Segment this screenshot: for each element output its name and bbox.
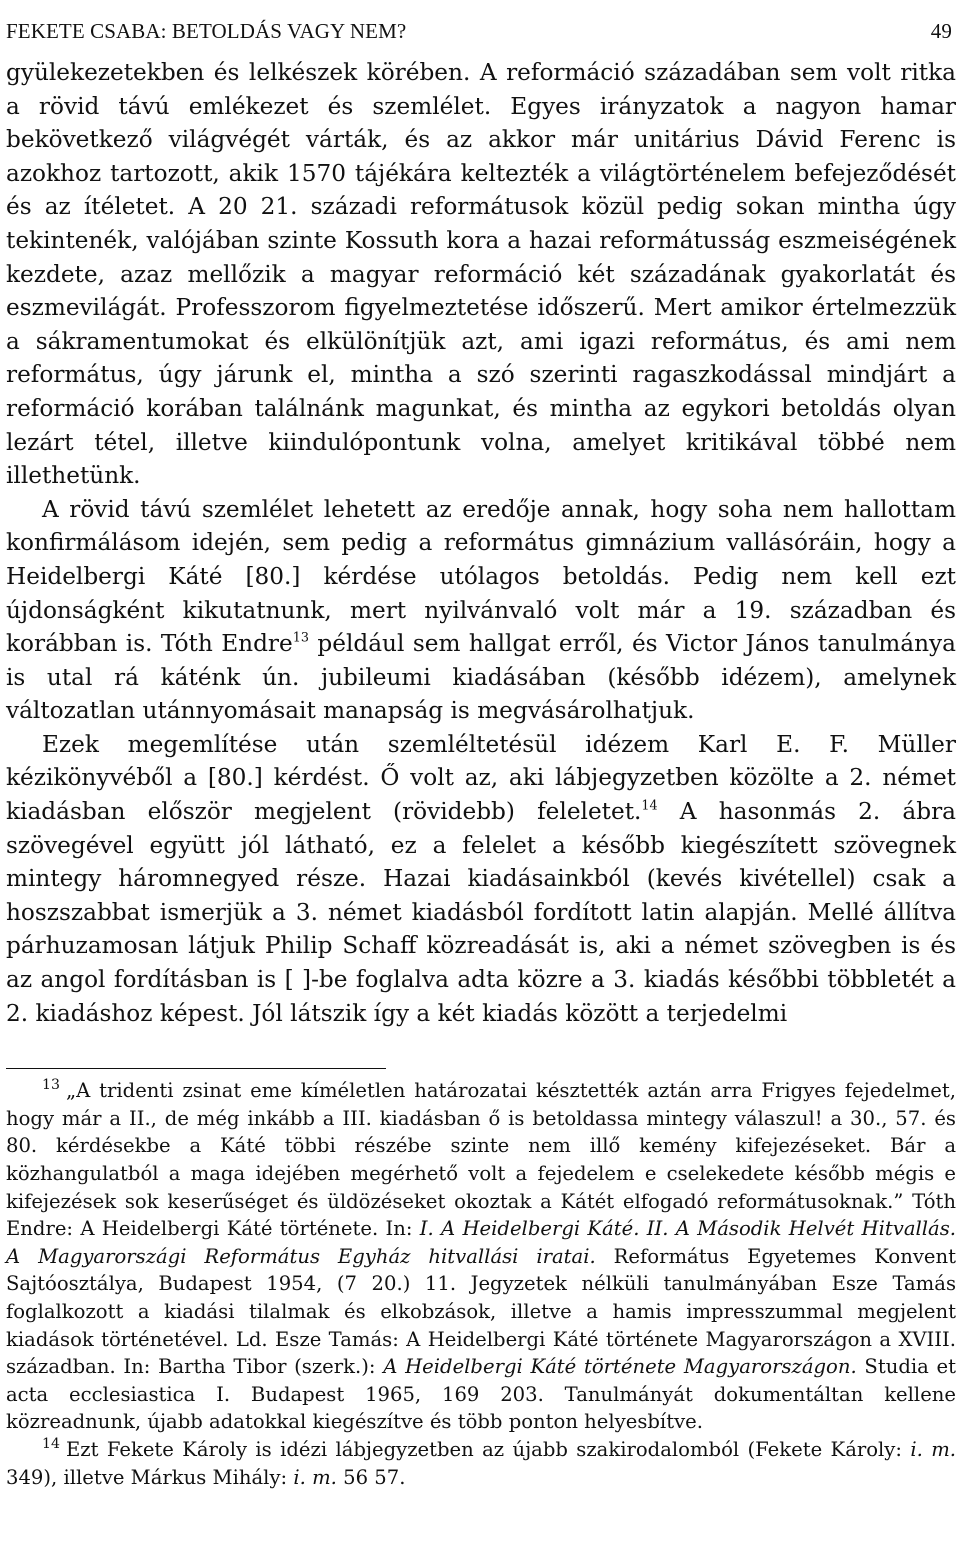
running-header <box>6 0 956 44</box>
footnote-13-text-b: Református Egyetemes Konvent Sajtóosztálya, Budapest 1954, (7 20.) 11. Jegyzetek nélküli tanulmányában Esze Tamás foglalkozott a kiadási tilalmak és elkobzások, illetve a hamis impresszummal megjelent kiadások történetével. Ld. Esze Tamás: A Heidelbergi Káté története Magyarországon a XVIII. században. In: Bartha Tibor (szerk.): <box>6 1244 956 1379</box>
footnote-14-text-b: 349), illetve Márkus Mihály: <box>6 1465 294 1489</box>
paragraph-2 <box>6 493 956 728</box>
footnote-13-title-a: I. A Heidelbergi Káté. II. A Második Helvét Hitvallás. A Magyarországi Református Egyház hitvallási iratai. <box>6 1217 956 1268</box>
paragraph-2-text-a: A rövid távú szemlélet lehetett az eredője annak, hogy soha nem hallottam konfirmálásom idején, sem pedig a református gimnázium vallásóráin, hogy a Heidelbergi Káté [80.] kérdése utólagos betoldás. Pedig nem kell ezt újdonságként kikutatnunk, mert nyilvánvaló volt már a 19. században és korábban is. Tóth Endre <box>6 495 956 658</box>
footnote-13-title-b: A Heidelbergi Káté története Magyarországon. <box>383 1355 857 1379</box>
footnote-14-text-c: 56 57. <box>336 1465 406 1489</box>
footnote-14-text-a: Ezt Fekete Károly is idézi lábjegyzetben az újabb szakirodalomból (Fekete Károly: <box>65 1437 911 1461</box>
paragraph-2-text-b: például sem hallgat erről, és Victor János tanulmánya is utal rá káténk ún. jubileumi kiadásában (később idézem), amelynek változatlan utánnyomásait manapság is megvásárolhatjuk. <box>6 630 956 725</box>
document-page <box>6 0 956 1547</box>
footnote-ref-14[interactable]: 14 <box>641 798 658 814</box>
footnote-14 <box>6 1436 956 1491</box>
footnote-13-text-c: Studia et acta ecclesiastica I. Budapest 1965, 169 203. Tanulmányát dokumentáltan kellene közreadnunk, újabb adatokkal kiegészítve és több ponton helyesbítve. <box>6 1355 956 1434</box>
footnote-14-number: 14 <box>42 1436 60 1453</box>
running-title: FEKETE CSABA: BETOLDÁS VAGY NEM? <box>6 19 407 43</box>
footnote-13-number: 13 <box>42 1077 60 1094</box>
footnote-separator <box>6 1068 386 1069</box>
footnote-13-text-a: „A tridenti zsinat eme kíméletlen határozatai késztették aztán arra Frigyes fejedelmet, hogy már a II., de még inkább a III. kiadásban ő is betoldassa mintegy válaszul! a 30., 57. és 80. kérdésekbe a Káté többi részébe szinte nem illő kemény kifejezéseket. Bár a közhangulatból a maga idejében megérhető volt a fejedelem e cselekedete később mégis e kifejezések sok keserűséget és üldözéseket okoztak a Kátét elfogadó reformátusoknak.” Tóth Endre: A Heidelbergi Káté története. In: <box>6 1079 956 1241</box>
footnote-13 <box>6 1077 956 1436</box>
footnote-14-ibid-b: i. m. <box>293 1465 337 1489</box>
footnotes <box>6 1077 956 1491</box>
paragraph-3-text-b: A hasonmás 2. ábra szövegével együtt jól látható, ez a felelet a később kiegészített szövegnek mintegy háromnegyed része. Hazai kiadásainkból (kevés kivétellel) csak a hoszszabbat ismerjük a 3. német kiadásból fordított latin alapján. Mellé állítva párhuzamosan látjuk Philip Schaff közreadását is, aki a német szövegben is és az angol fordításban is [ ]-be foglalva adta közre a 3. kiadás későbbi többletét a 2. kiadáshoz képest. Jól látszik így a két kiadás között a terjedelmi <box>6 798 956 1027</box>
footnote-ref-13[interactable]: 13 <box>292 630 309 646</box>
paragraph-1: gyülekezetekben és lelkészek körében. A reformáció századában sem volt ritka a rövid távú emlékezet és szemlélet. Egyes irányzatok a nagyon hamar bekövetkező világvégét várták, és az akkor már unitárius Dávid Ferenc is azokhoz tartozott, akik 1570 tájékára keltezték a világtörténelem befejeződését és az ítéletet. A 20 21. századi reformátusok közül pedig sokan mintha úgy tekintenék, valójában szinte Kossuth kora a hazai reformátusság eszmeiségének kezdete, azaz mellőzik a magyar reformáció két századának gyakorlatát és eszmevilágát. Professzorom figyelmeztetése időszerű. Mert amikor értelmezzük a sákramentumokat és elkülönítjük azt, ami igazi református, és ami nem református, úgy járunk el, mintha a szó szerinti ragaszkodással mindjárt a reformáció korában találnánk magunkat, és mintha az egykori betoldás olyan lezárt tétel, illetve kiindulópontunk volna, amelyet kritikával többé nem illethetünk. <box>6 59 956 490</box>
main-text <box>6 56 956 1030</box>
footnote-14-ibid-a: i. m. <box>910 1437 957 1461</box>
paragraph-3-text-a: Ezek megemlítése után szemléltetésül idézem Karl E. F. Müller kézikönyvéből a [80.] kérdést. Ő volt az, aki lábjegyzetben közölte a 2. német kiadásban először megjelent (rövidebb) feleletet. <box>6 730 956 826</box>
page-number: 49 <box>930 19 952 43</box>
paragraph-3 <box>6 728 956 1030</box>
